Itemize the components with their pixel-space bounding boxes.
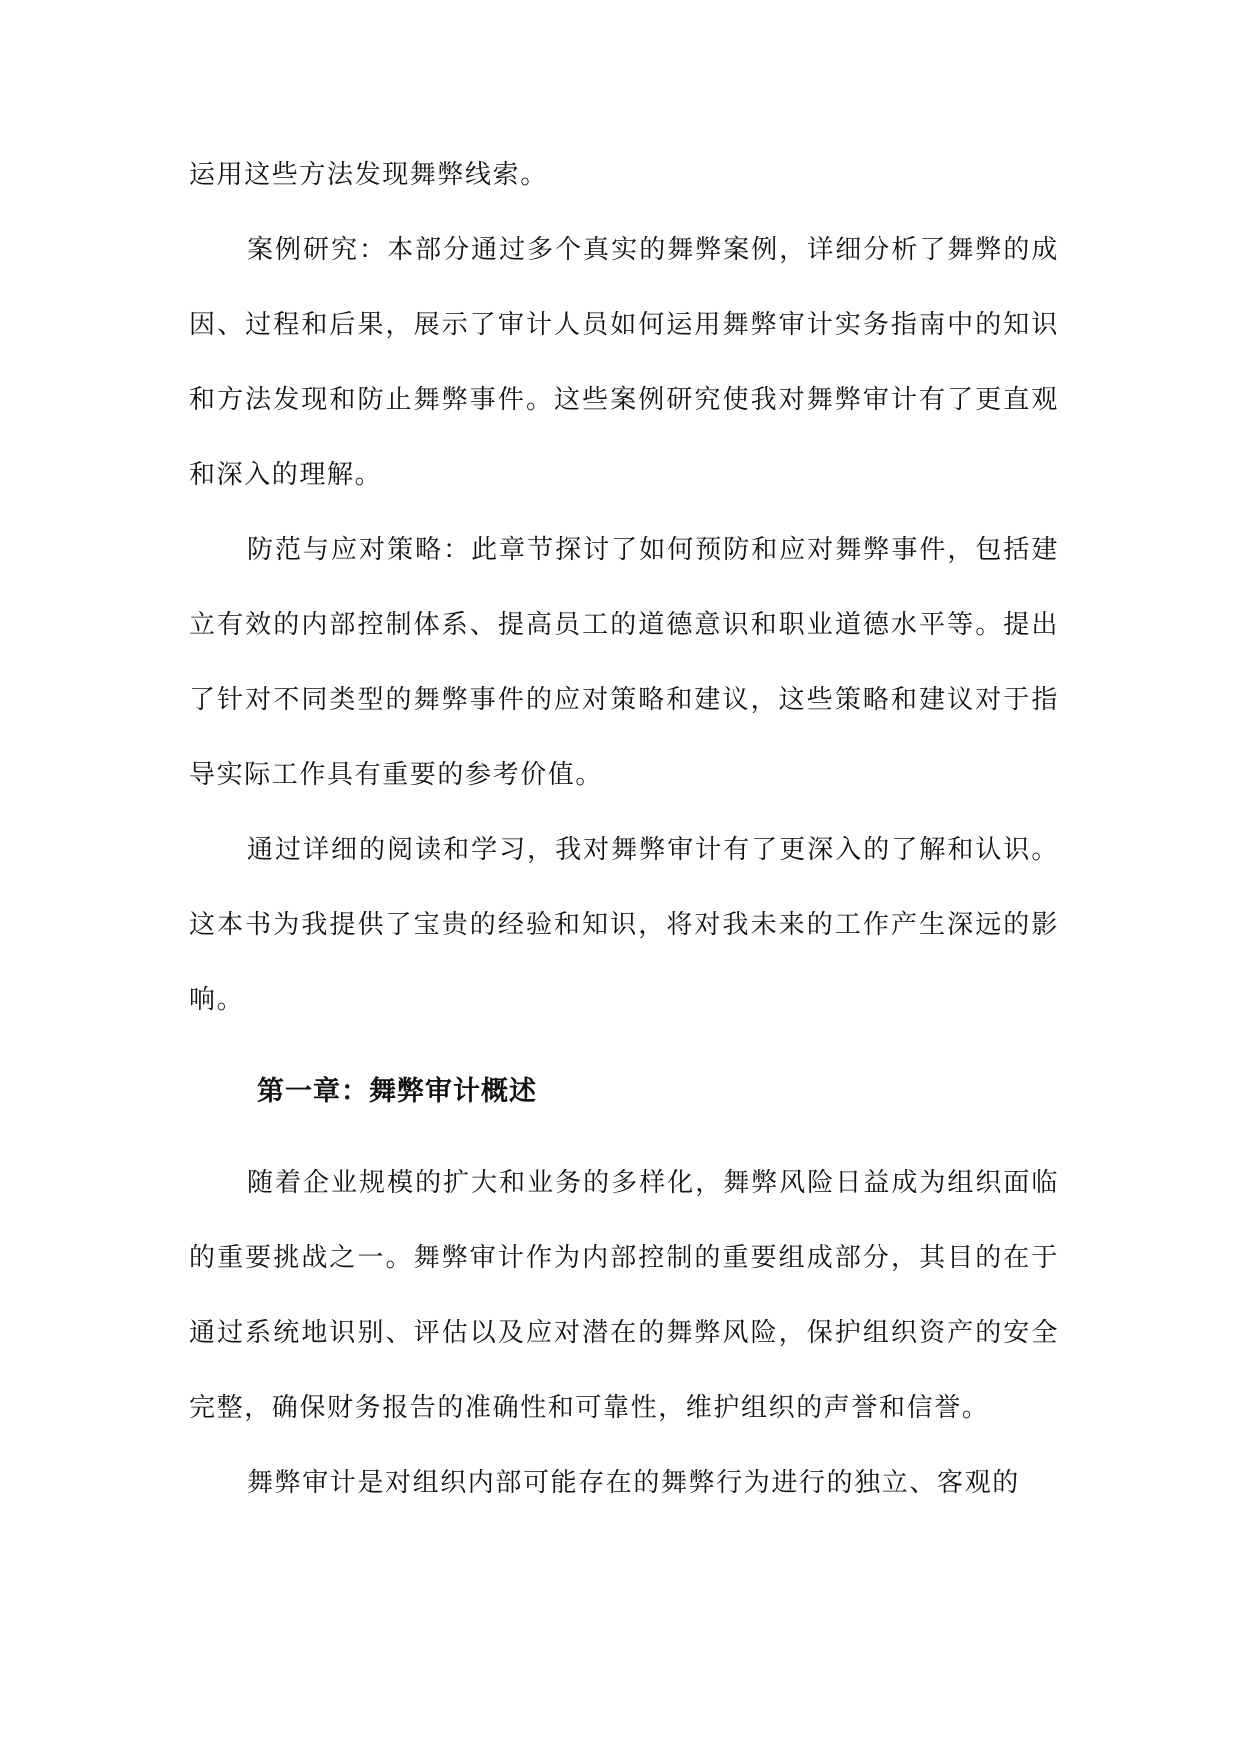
paragraph-reading-summary: 通过详细的阅读和学习，我对舞弊审计有了更深入的了解和认识。这本书为我提供了宝贵的经验和知识，将对我未来的工作产生深远的影响。 <box>189 835 1059 1015</box>
paragraph-continuation: 运用这些方法发现舞弊线索。 <box>189 160 548 190</box>
paragraph-chapter-intro: 随着企业规模的扩大和业务的多样化，舞弊风险日益成为组织面临的重要挑战之一。舞弊审计作为内部控制的重要组成部分，其目的在于通过系统地识别、评估以及应对潜在的舞弊风险，保护组织资产的安全完整，确保财务报告的准确性和可靠性，维护组织的声誉和信誉。 <box>189 1168 1059 1423</box>
paragraph-case-study: 案例研究：本部分通过多个真实的舞弊案例，详细分析了舞弊的成因、过程和后果，展示了审计人员如何运用舞弊审计实务指南中的知识和方法发现和防止舞弊事件。这些案例研究使我对舞弊审计有了更直观和深入的理解。 <box>189 235 1059 490</box>
chapter-heading-text: 第一章：舞弊审计概述 <box>257 1076 537 1107</box>
chapter-heading <box>257 1056 1059 1146</box>
paragraph-fraud-audit-definition: 舞弊审计是对组织内部可能存在的舞弊行为进行的独立、客观的 <box>247 1468 1020 1498</box>
document-body <box>189 138 1059 1521</box>
paragraph-prevention-strategy: 防范与应对策略：此章节探讨了如何预防和应对舞弊事件，包括建立有效的内部控制体系、提高员工的道德意识和职业道德水平等。提出了针对不同类型的舞弊事件的应对策略和建议，这些策略和建议对于指导实际工作具有重要的参考价值。 <box>189 535 1059 790</box>
